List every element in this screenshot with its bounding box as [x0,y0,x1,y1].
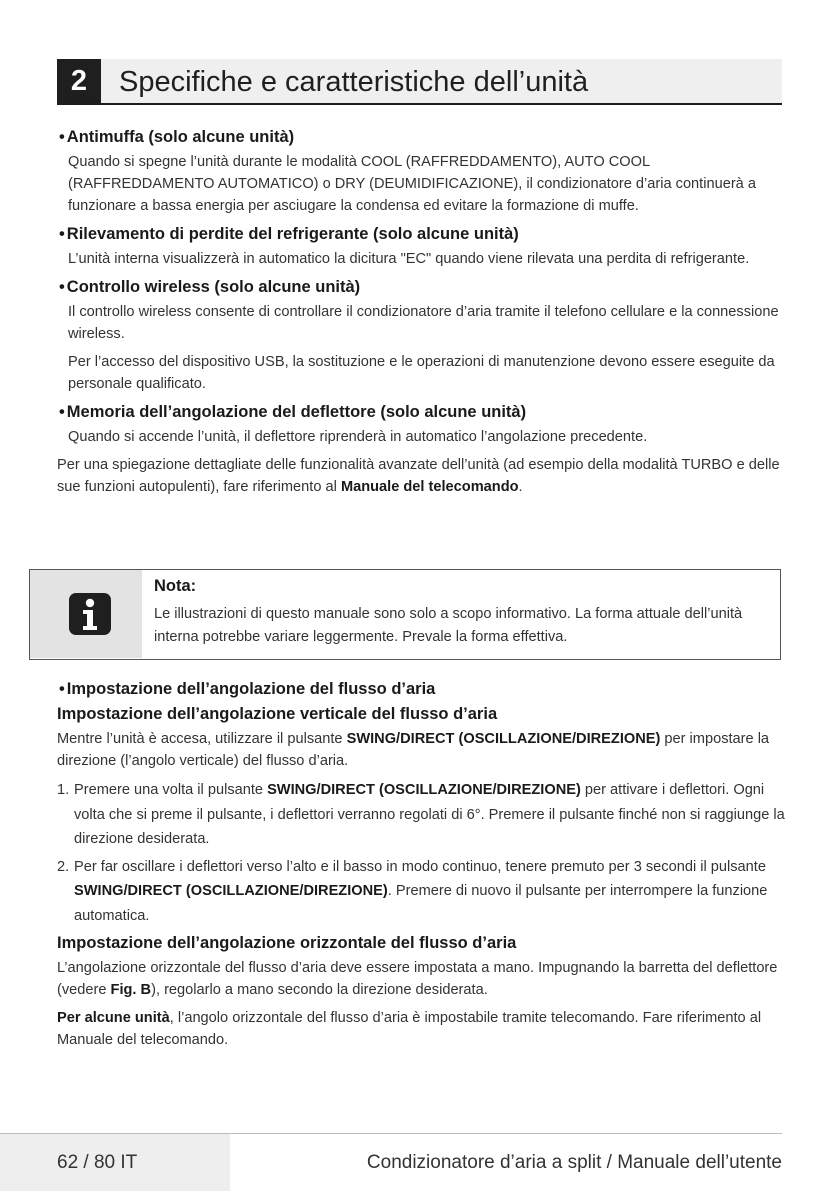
vertical-heading: Impostazione dell’angolazione verticale del flusso d’aria [57,705,498,723]
airflow-section [57,678,785,1057]
horizontal-heading: Impostazione dell’angolazione orizzontale del flusso d’aria [57,934,517,952]
note-box [29,569,781,660]
advanced-features-paragraph: Per una spiegazione dettagliate delle funzionalità avanzate dell’unità (ad esempio della modalità TURBO e delle sue funzioni autopulenti), fare riferimento al Manuale del telecomando. [57,457,780,495]
note-title: Nota: [154,577,197,595]
chapter-number: 2 [57,59,101,103]
bullet-heading: • Rilevamento di perdite del refrigerante (solo alcune unità) [59,225,519,243]
list-item: 1. Premere una volta il pulsante SWING/DIRECT (OSCILLAZIONE/DIREZIONE) per attivare i deflettori. Ogni volta che si preme il pulsante, i deflettori verranno regolati di 6°. Premere il pulsante finché non si raggiunge la direzione desiderata. [57,782,785,847]
manual-title: Condizionatore d’aria a split / Manuale dell’utente [366,1152,782,1173]
bullet-heading: • Antimuffa (solo alcune unità) [59,128,295,146]
page-number: 62 / 80 IT [57,1152,138,1173]
bullet-heading: • Controllo wireless (solo alcune unità) [59,278,361,296]
info-icon [68,592,112,636]
bullet-text: L’unità interna visualizzerà in automatico la dicitura "EC" quando viene rilevata una perdita di refrigerante. [68,251,750,267]
chapter-title: Specifiche e caratteristiche dell’unità [119,66,589,98]
feature-list [57,126,785,504]
bullet-text: Quando si spegne l’unità durante le modalità COOL (RAFFREDDAMENTO), AUTO COOL (RAFFREDDAMENTO AUTOMATICO) o DRY (DEUMIDIFICAZIONE), il condizionatore d’aria continuerà a funzionare a bassa energia per asciugare la condensa ed evitare la formazione di muffe. [68,154,756,214]
vertical-intro: Mentre l’unità è accesa, utilizzare il pulsante SWING/DIRECT (OSCILLAZIONE/DIREZIONE) per impostare la direzione (l’angolo verticale) del flusso d’aria. [57,731,770,769]
note-icon-area [30,570,142,658]
bullet-text: Quando si accende l’unità, il deflettore riprenderà in automatico l’angolazione precedente. [68,429,648,445]
vertical-steps [57,778,785,928]
note-text: Le illustrazioni di questo manuale sono solo a scopo informativo. La forma attuale dell’unità interna potrebbe variare leggermente. Prevale la forma effettiva. [154,606,743,645]
list-item: 2. Per far oscillare i deflettori verso l’alto e il basso in modo continuo, tenere premuto per 3 secondi il pulsante SWING/DIRECT (OSCILLAZIONE/DIREZIONE). Premere di nuovo il pulsante per interrompere la funzione automatica. [57,858,768,924]
horizontal-paragraph: L’angolazione orizzontale del flusso d’aria deve essere impostata a mano. Impugnando la barretta del deflettore (vedere Fig. B), regolarlo a mano secondo la direzione desiderata. [57,960,778,998]
bullet-text: Il controllo wireless consente di controllare il condizionatore d’aria tramite il telefono cellulare e la connessione wireless. [68,304,779,342]
bullet-heading: • Impostazione dell’angolazione del flusso d’aria [59,680,436,698]
chapter-header [57,59,782,105]
bullet-text: Per l’accesso del dispositivo USB, la sostituzione e le operazioni di manutenzione devono essere eseguite da personale qualificato. [68,354,775,392]
bullet-heading: • Memoria dell’angolazione del deflettore (solo alcune unità) [59,403,527,421]
remote-paragraph: Per alcune unità, l’angolo orizzontale del flusso d’aria è impostabile tramite telecomando. Fare riferimento al Manuale del telecomando. [57,1010,762,1048]
